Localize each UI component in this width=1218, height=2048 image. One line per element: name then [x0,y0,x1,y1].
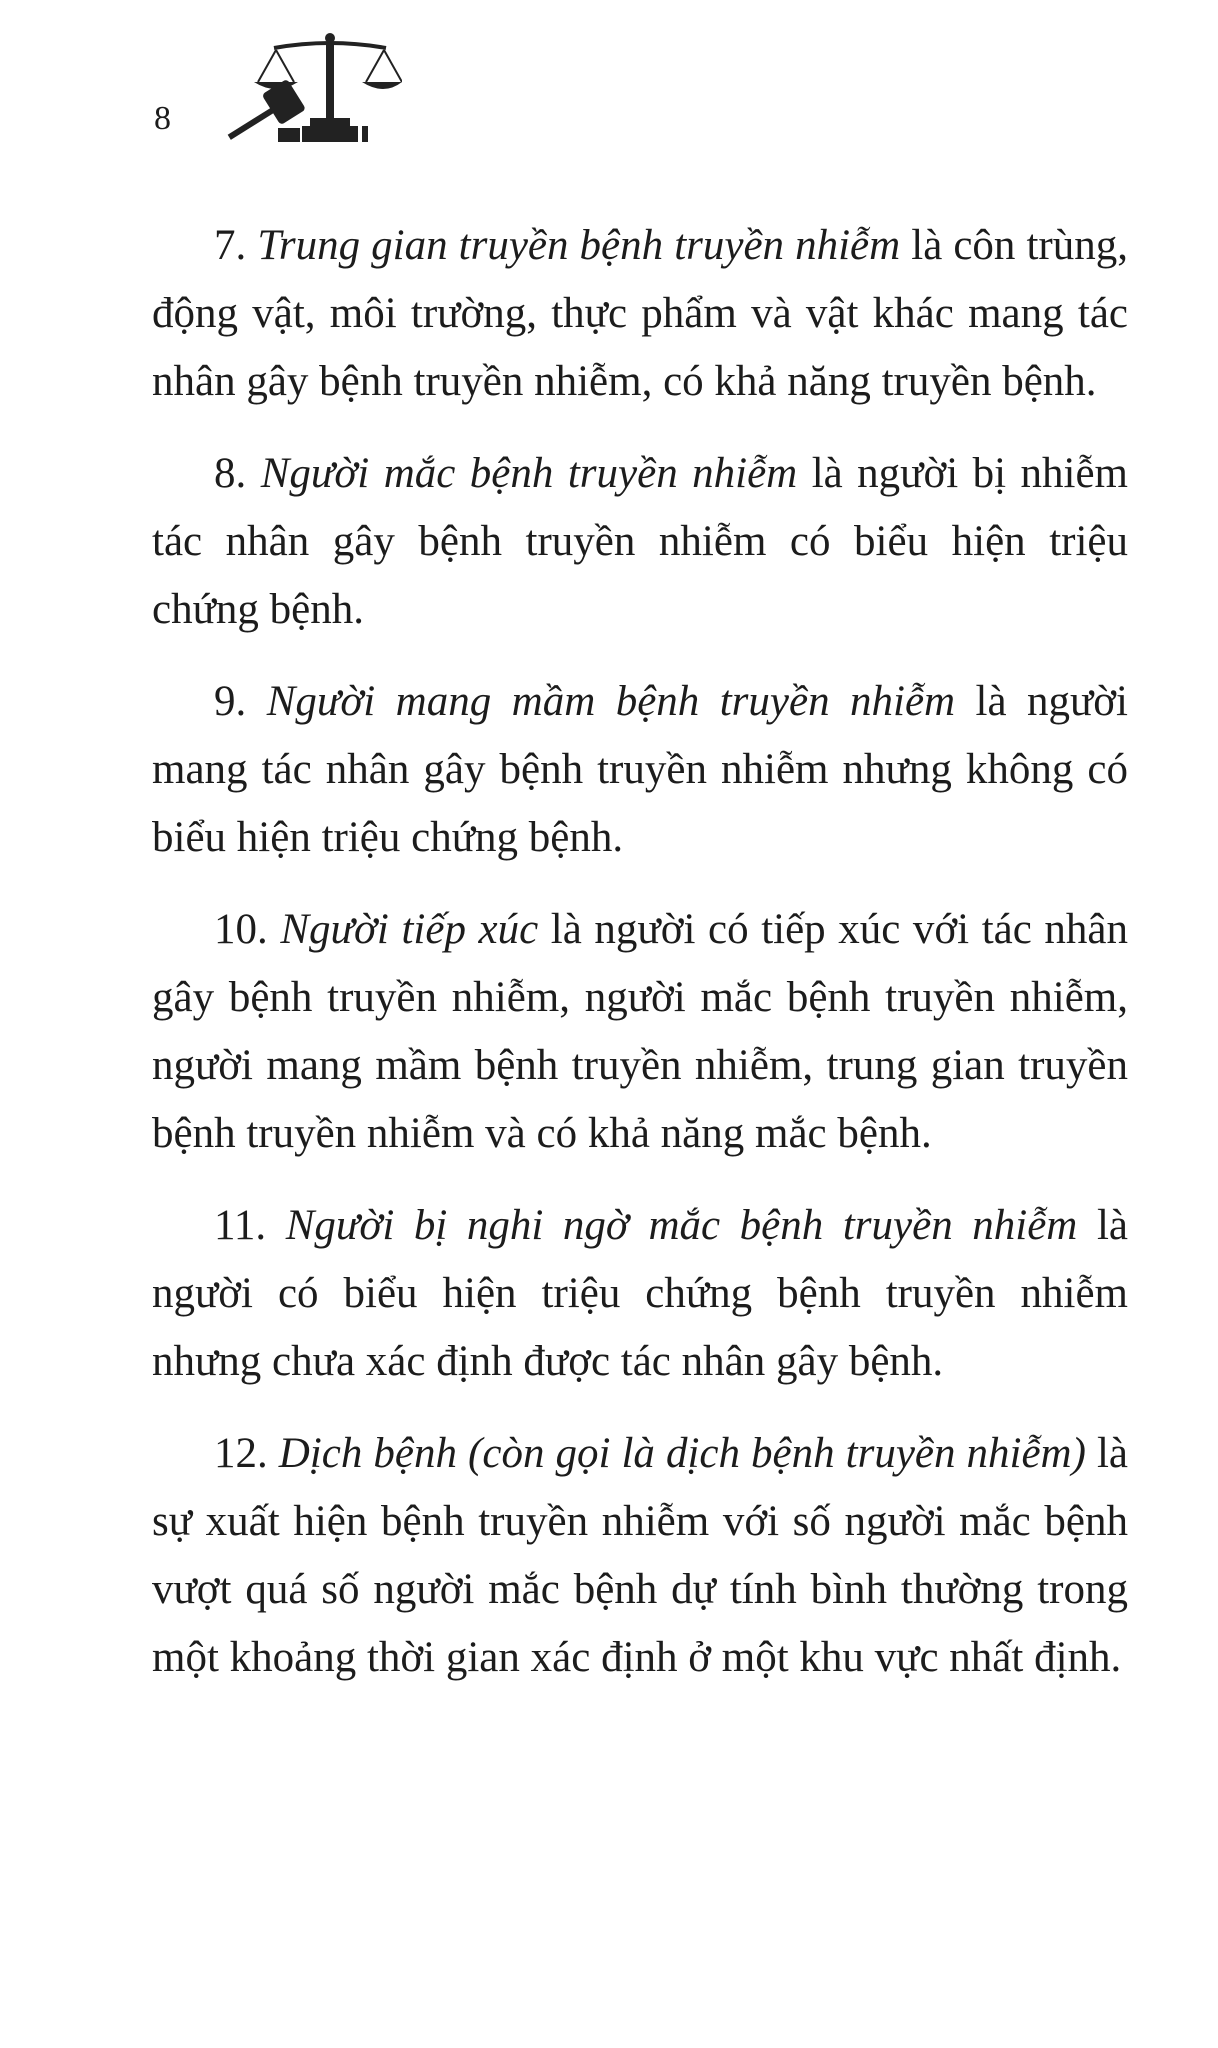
definition-term: Người mắc bệnh truyền nhiễm [260,450,798,497]
definition-paragraph [152,668,1128,872]
definition-text: là người mang tác nhân gây bệnh truyền nhiễm nhưng không có biểu hiện triệu chứng bệnh. [152,678,1128,861]
definition-term: Người bị nghi ngờ mắc bệnh truyền nhiễm [285,1202,1078,1249]
definition-term: Người tiếp xúc [280,906,539,953]
definition-number: 8. [214,450,247,497]
definition-paragraph [152,212,1128,416]
definition-number: 7. [214,222,247,269]
definition-number: 10. [214,906,268,953]
page-header [150,30,410,150]
definition-paragraph [152,1420,1128,1692]
article-body [152,212,1128,1716]
definition-number: 12. [214,1430,268,1477]
justice-scale-gavel-icon [222,30,402,148]
definition-number: 11. [214,1202,267,1249]
definition-text: là người bị nhiễm tác nhân gây bệnh truyền nhiễm có biểu hiện triệu chứng bệnh. [152,450,1129,633]
definition-number: 9. [214,678,247,725]
definition-text: là người có tiếp xúc với tác nhân gây bệnh truyền nhiễm, người mắc bệnh truyền nhiễm, người mang mầm bệnh truyền nhiễm, trung gian truyền bệnh truyền nhiễm và có khả năng mắc bệnh. [152,906,1129,1157]
definition-text: là người có biểu hiện triệu chứng bệnh truyền nhiễm nhưng chưa xác định được tác nhân gây bệnh. [152,1202,1128,1385]
definition-term: Dịch bệnh (còn gọi là dịch bệnh truyền nhiễm) [278,1430,1086,1477]
definition-text: là côn trùng, động vật, môi trường, thực phẩm và vật khác mang tác nhân gây bệnh truyền nhiễm, có khả năng truyền bệnh. [152,222,1128,405]
definition-text: là sự xuất hiện bệnh truyền nhiễm với số người mắc bệnh vượt quá số người mắc bệnh dự tính bình thường trong một khoảng thời gian xác định ở một khu vực nhất định. [152,1430,1129,1681]
definition-term: Trung gian truyền bệnh truyền nhiễm [257,222,901,269]
definition-paragraph [152,1192,1128,1396]
definition-term: Người mang mầm bệnh truyền nhiễm [266,678,956,725]
definition-paragraph [152,896,1128,1168]
definition-paragraph [152,440,1128,644]
page-number: 8 [154,100,171,137]
